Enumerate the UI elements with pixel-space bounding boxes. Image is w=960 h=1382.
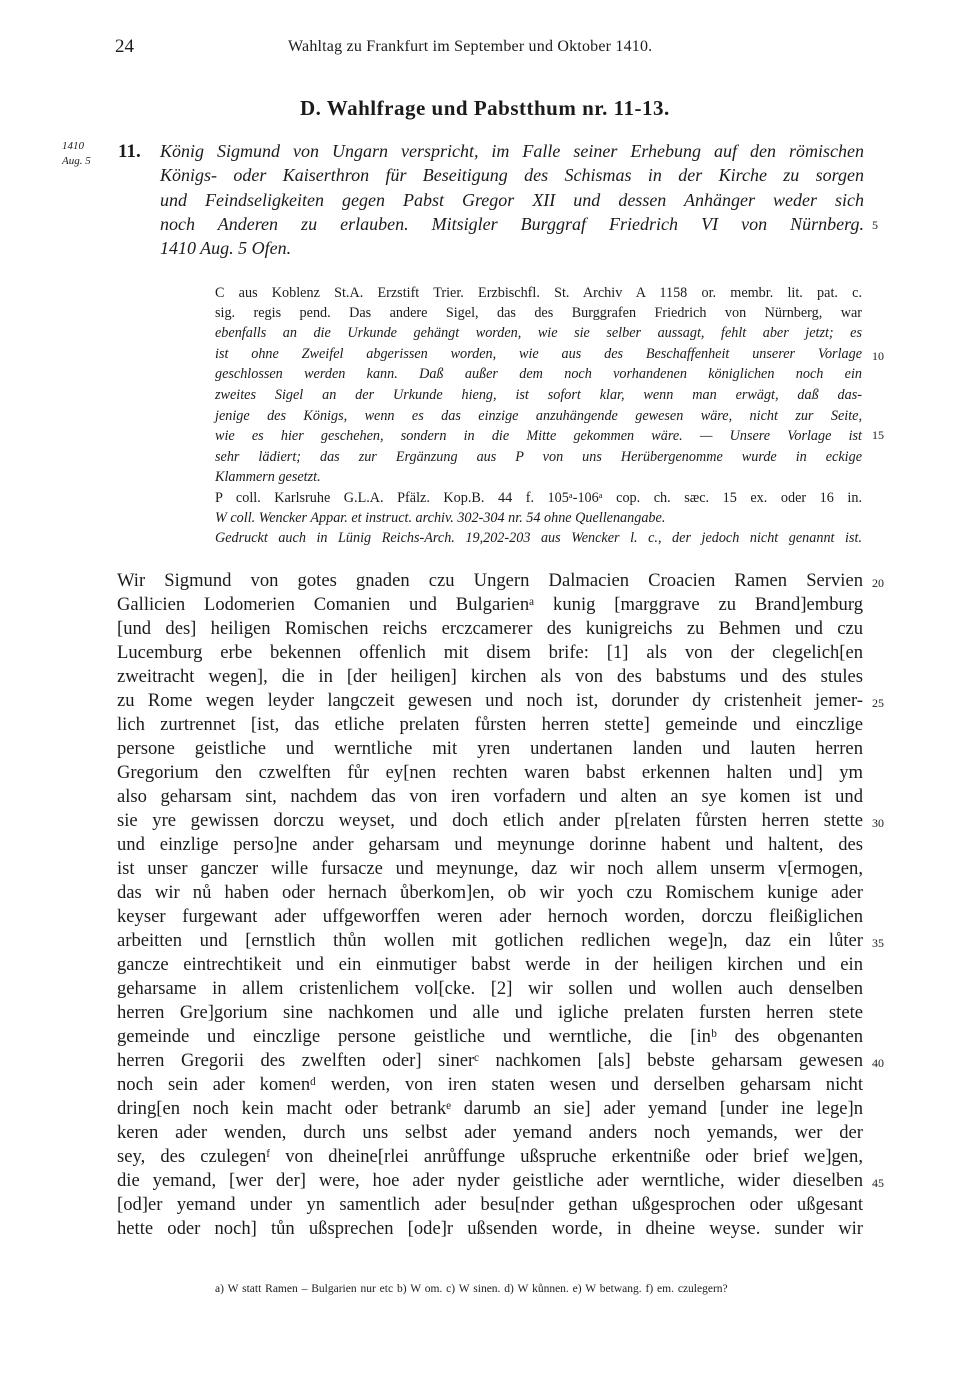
line-number: 40 (872, 1056, 884, 1070)
regest-line: und Feindseligkeiten gegen Pabst Gregor XII und dessen Anhänger weder sich (160, 190, 864, 210)
text-line: zu Rome wegen leyder langczeit gewesen und noch ist, dorunder dy cristenheit jemer- (117, 690, 863, 711)
text-line: ist unser ganczer wille fursacze und meynunge, daz wir noch allem unserm v[ermogen, (117, 858, 863, 879)
apparatus-line: Klammern gesetzt. (215, 469, 321, 485)
text-line: gemeinde und einczlige persone geistliche und werntliche, die [inᵇ des obgenanten (117, 1026, 863, 1047)
apparatus-line: geschlossen werden kann. Daß außer dem noch vorhandenen königlichen noch ein (215, 366, 862, 382)
apparatus-line: ist ohne Zweifel abgerissen worden, wie aus des Beschaffenheit unserer Vorlage (215, 346, 862, 362)
apparatus-line: C aus Koblenz St.A. Erzstift Trier. Erzbischfl. St. Archiv A 1158 or. membr. lit. pat. c. (215, 285, 862, 301)
text-line: lich zurtrennet [ist, das etliche prelaten fůrsten herren stette] gemeinde und einczlige (117, 714, 863, 735)
text-line: noch sein ader komenᵈ werden, von iren staten wesen und derselben geharsam nicht (117, 1074, 863, 1095)
document-number: 11. (118, 141, 141, 162)
text-line: persone geistliche und werntliche mit yren undertanen landen und lauten herren (117, 738, 863, 759)
text-line: keren ader wenden, durch uns selbst ader yemand anders noch yemands, wer der (117, 1122, 863, 1143)
line-number: 45 (872, 1176, 884, 1190)
text-line: sey, des czulegenᶠ von dheine[rlei anrůffunge ußspruche erkentniße oder brief we]gen, (117, 1146, 863, 1167)
line-number: 20 (872, 576, 884, 590)
text-line: Gallicien Lodomerien Comanien und Bulgarienᵃ kunig [marggrave zu Brand]emburg (117, 594, 863, 615)
apparatus-line: W coll. Wencker Appar. et instruct. archiv. 302-304 nr. 54 ohne Quellenangabe. (215, 510, 666, 526)
line-number: 30 (872, 816, 884, 830)
line-number: 35 (872, 936, 884, 950)
text-line: arbeitten und [ernstlich thůn wollen mit gotlichen redlichen wege]n, daz ein lůter (117, 930, 863, 951)
running-head: Wahltag zu Frankfurt im September und Oktober 1410. (288, 38, 653, 55)
text-line: Gregorium den czwelften fůr ey[nen rechten waren babst erkennen halten und] ym (117, 762, 863, 783)
line-number: 5 (872, 218, 878, 232)
text-line: keyser furgewant ader uffgeworffen weren ader hernoch worden, dorczu fleißiglichen (117, 906, 863, 927)
text-line: die yemand, [wer der] were, hoe ader nyder geistliche ader werntliche, wider dieselben (117, 1170, 863, 1191)
text-line: sie yre gewissen dorczu weyset, und doch etlich ander p[relaten fůrsten herren stette (117, 810, 863, 831)
regest-line: König Sigmund von Ungarn verspricht, im Falle seiner Erhebung auf den römischen (160, 141, 864, 161)
apparatus-line: sig. regis pend. Das andere Sigel, das des Burggrafen Friedrich von Nürnberg, war (215, 305, 862, 321)
text-line: geharsame in allem cristenlichem vol[cke. [2] wir sollen und wollen auch denselben (117, 978, 863, 999)
text-line: hette oder noch] tůn ußsprechen [ode]r ußsenden worde, in dheine weyse. sunder wir (117, 1218, 863, 1239)
margin-date-year: 1410 (62, 140, 84, 152)
line-number: 10 (872, 349, 884, 363)
text-line: also geharsam sint, nachdem das von iren vorfadern und alten an sye komen ist und (117, 786, 863, 807)
regest-line: noch Anderen zu erlauben. Mitsigler Burggraf Friedrich VI von Nürnberg. (160, 214, 864, 234)
text-line: zweitracht wegen], die in [der heiligen] kirchen als von des babstums und des stules (117, 666, 863, 687)
regest-line: Königs- oder Kaiserthron für Beseitigung des Schismas in der Kirche zu sorgen (160, 165, 864, 185)
text-line: Wir Sigmund von gotes gnaden czu Ungern Dalmacien Croacien Ramen Servien (117, 570, 863, 591)
apparatus-line: Gedruckt auch in Lünig Reichs-Arch. 19,202-203 aus Wencker l. c., der jedoch nicht genannt ist. (215, 530, 862, 546)
apparatus-line: jenige des Königs, wenn es das einzige anzuhängende gewesen wäre, nicht zur Seite, (215, 408, 862, 424)
apparatus-line: zweites Sigel an der Urkunde hieng, ist sofort klar, wenn man erwägt, daß das- (215, 387, 862, 403)
text-line: herren Gregorii des zwelften oder] sinerᶜ nachkomen [als] bebste geharsam gewesen (117, 1050, 863, 1071)
text-line: [und des] heiligen Romischen reichs erczcamerer des kunigreichs zu Behmen und czu (117, 618, 863, 639)
section-title: D. Wahlfrage und Pabstthum nr. 11-13. (300, 96, 670, 120)
margin-date-day: Aug. 5 (62, 155, 91, 167)
regest-date-place: 1410 Aug. 5 Ofen. (160, 238, 292, 258)
page-number: 24 (115, 36, 134, 57)
apparatus-line: ebenfalls an die Urkunde gehängt worden, wie sie selber aussagt, fehlt aber jetzt; es (215, 325, 862, 341)
apparatus-line: sehr lädiert; das zur Ergänzung aus P von uns Herübergenomme wurde in eckige (215, 449, 862, 465)
line-number: 15 (872, 428, 884, 442)
text-line: das wir nů haben oder hernach ůberkom]en, ob wir yoch czu Romischem kunige ader (117, 882, 863, 903)
line-number: 25 (872, 696, 884, 710)
text-line: herren Gre]gorium sine nachkomen und alle und igliche prelaten fursten herren stete (117, 1002, 863, 1023)
text-line: und einzlige perso]ne ander geharsam und meynunge dorinne habent und haltent, des (117, 834, 863, 855)
text-line: dring[en noch kein macht oder betrankᵉ darumb an sie] ader yemand [under ine lege]n (117, 1098, 863, 1119)
text-line: [od]er yemand under yn samentlich ader besu[nder gethan ußgesprochen oder ußgesant (117, 1194, 863, 1215)
text-line: Lucemburg erbe bekennen offenlich mit disem brife: [1] als von der clegelich[en (117, 642, 863, 663)
footnotes: a) W statt Ramen – Bulgarien nur etc b) W om. c) W sinen. d) W kůnnen. e) W betwang. f) em. czulegern? (215, 1283, 728, 1295)
apparatus-line: wie es hier geschehen, sondern in die Mitte gekommen wäre. — Unsere Vorlage ist (215, 428, 862, 444)
apparatus-line: P coll. Karlsruhe G.L.A. Pfälz. Kop.B. 44 f. 105ᵃ-106ᵃ cop. ch. sæc. 15 ex. oder 16 in. (215, 490, 862, 506)
text-line: gancze eintrechtikeit und ein einmutiger babst werde in der heiligen kirchen und ein (117, 954, 863, 975)
